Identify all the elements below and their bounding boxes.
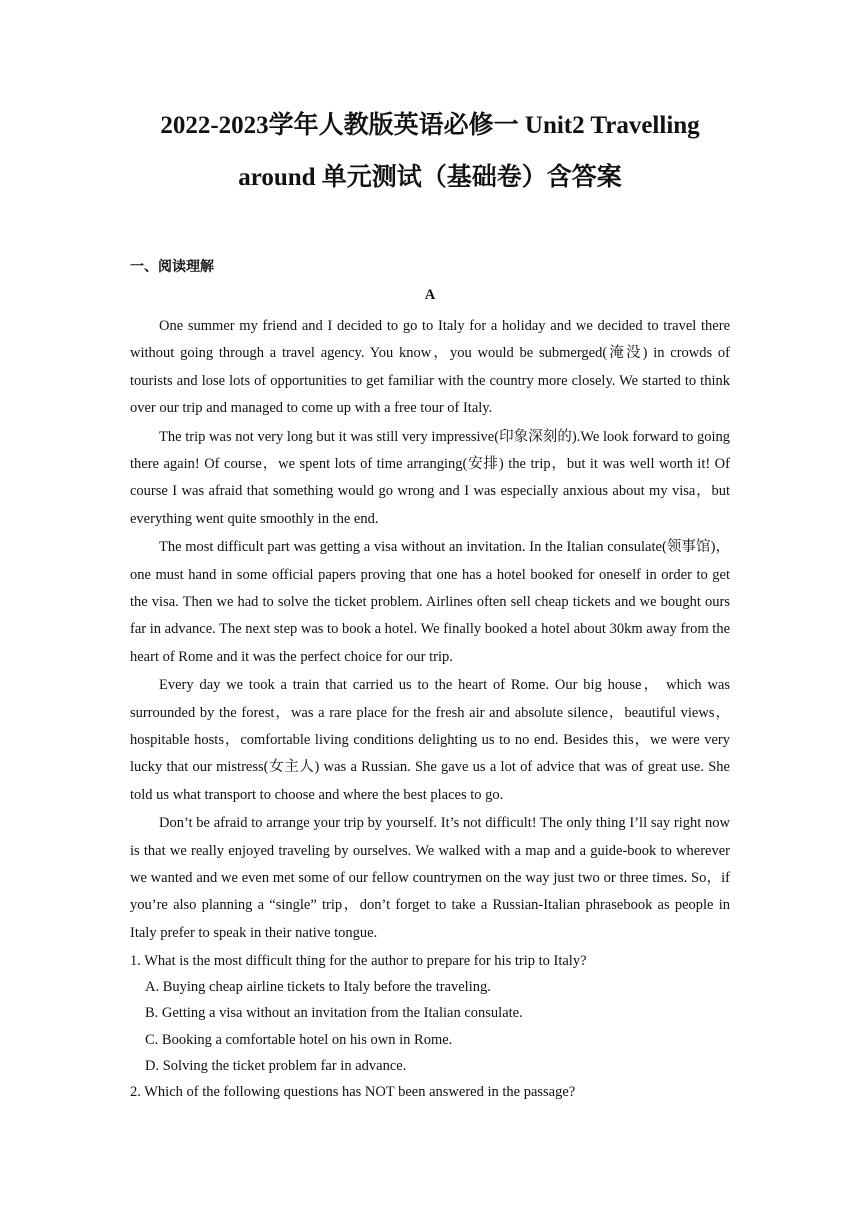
answer-option: A. Buying cheap airline tickets to Italy before the traveling. [145,979,491,996]
question-list [130,948,730,1105]
answer-option: C. Booking a comfortable hotel on his own in Rome. [145,1031,453,1048]
passage-label: A [424,287,436,303]
paragraph: The most difficult part was getting a visa without an invitation. In the Italian consulate(领事馆)，one must hand in some official papers proving that one has a hotel booked for oneself in order to get the visa. Then we had to solve the ticket problem. Airlines often sell cheap tickets and we bought ours far in advance. The next step was to book a hotel. We finally booked a hotel about 30km away from the heart of Rome and it was the perfect choice for our trip. [130,539,730,665]
question-stem: 1. What is the most difficult thing for the author to prepare for his trip to Italy? [130,953,587,969]
section-heading: 一、阅读理解 [130,259,214,275]
answer-option: D. Solving the ticket problem far in advance. [145,1057,407,1074]
passage-body [130,313,730,948]
title-line-2: around 单元测试（基础卷）含答案 [238,164,622,191]
answer-option: B. Getting a visa without an invitation from the Italian consulate. [145,1005,523,1022]
paragraph: One summer my friend and I decided to go to Italy for a holiday and we decided to travel there without going through a travel agency. You know，you would be submerged(淹没) in crowds of tourists and lose lots of opportunities to get familiar with the country more closely. We started to think over our trip and managed to come up with a free tour of Italy. [130,318,730,416]
document-title [100,100,760,204]
paragraph: Every day we took a train that carried us to the heart of Rome. Our big house， which was surrounded by the forest，was a rare place for the fresh air and absolute silence，beautiful views，hospitable hosts，comfortable living conditions delighting us to no end. Besides this，we were very lucky that our mistress(女主人) was a Russian. She gave us a lot of advice that was of great use. She told us what transport to choose and where the best places to go. [130,677,730,803]
paragraph: Don’t be afraid to arrange your trip by yourself. It’s not difficult! The only thing I’ll say right now is that we really enjoyed traveling by ourselves. We walked with a map and a guide-book to wherever we wanted and we even met some of our fellow countrymen on the way just two or three times. So，if you’re also planning a “single” trip，don’t forget to take a Russian-Italian phrasebook as people in Italy prefer to speak in their native tongue. [130,815,730,941]
question-stem: 2. Which of the following questions has NOT been answered in the passage? [130,1084,576,1101]
title-line-1: 2022-2023学年人教版英语必修一 Unit2 Travelling [160,112,700,139]
paragraph: The trip was not very long but it was still very impressive(印象深刻的).We look forward to going there again! Of course，we spent lots of time arranging(安排) the trip，but it was well worth it! Of course I was afraid that something would go wrong and I was especially anxious about my visa，but everything went quite smoothly in the end. [130,428,730,527]
